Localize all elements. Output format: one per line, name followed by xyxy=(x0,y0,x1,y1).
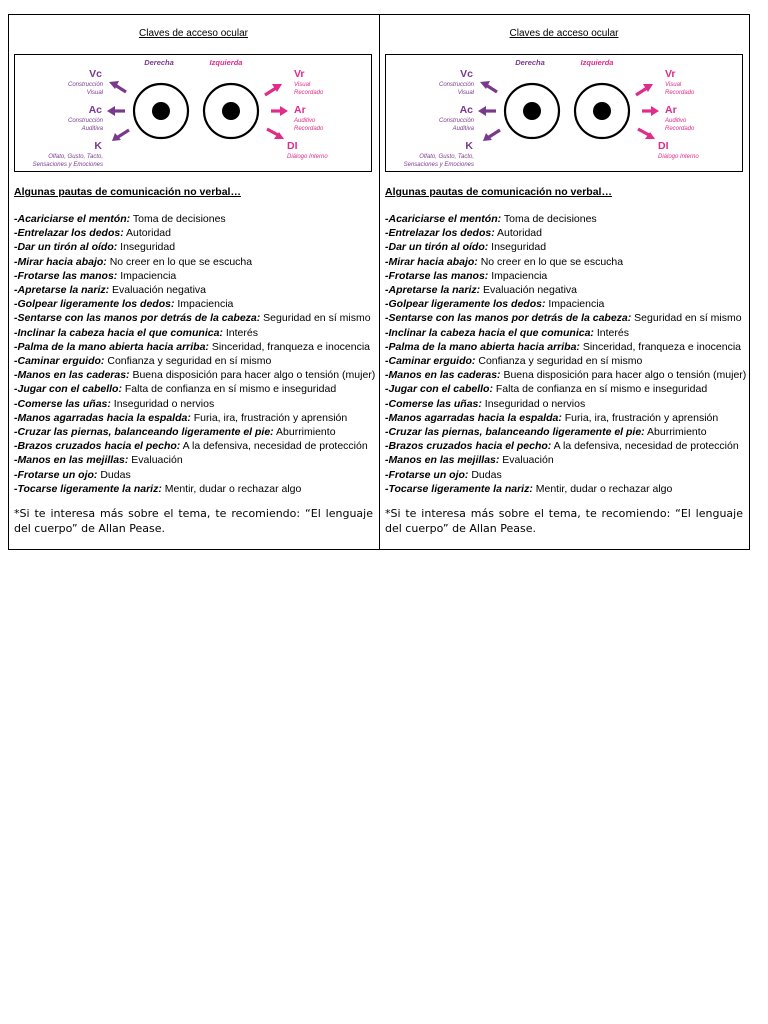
desc-ac-2: Auditiva xyxy=(81,126,103,132)
desc-vr-2: Recordado xyxy=(294,90,324,96)
cue-term: -Apretarse la nariz: xyxy=(385,284,481,297)
list-item xyxy=(14,283,373,297)
cue-term: -Tocarse ligeramente la nariz: xyxy=(14,482,162,495)
right-arrows xyxy=(636,84,659,139)
cue-term: -Frotarse un ojo: xyxy=(385,468,469,481)
right-labels xyxy=(287,68,328,160)
cue-term: -Cruzar las piernas, balanceando ligeramente el pie: xyxy=(385,426,645,439)
list-item xyxy=(385,468,743,482)
cue-meaning: Mentir, dudar o rechazar algo xyxy=(532,482,673,495)
cue-meaning: A la defensiva, necesidad de protección xyxy=(180,440,368,453)
list-item xyxy=(385,240,743,254)
list-item xyxy=(14,468,373,482)
cue-term: -Frotarse un ojo: xyxy=(14,468,98,481)
desc-ac-2: Auditiva xyxy=(452,126,474,132)
page xyxy=(8,14,750,550)
code-di: DI xyxy=(287,140,298,152)
cue-meaning: Toma de decisiones xyxy=(501,213,597,225)
cue-meaning: Buena disposición para hacer algo o tensión (mujer) xyxy=(129,369,376,382)
code-di: DI xyxy=(658,140,669,152)
desc-vr-2: Recordado xyxy=(665,90,695,96)
book-recommendation-note: *Si te interesa más sobre el tema, te recomiendo: “El lenguaje del cuerpo” de Allan Pease. xyxy=(385,507,743,536)
list-item xyxy=(385,311,743,325)
cue-term: -Mirar hacia abajo: xyxy=(385,255,478,268)
cue-meaning: Aburrimiento xyxy=(644,426,707,439)
cue-meaning: No creer en lo que se escucha xyxy=(477,255,624,268)
list-item xyxy=(14,425,373,439)
list-item xyxy=(385,212,743,226)
list-item xyxy=(385,425,743,439)
cue-meaning: Inseguridad o nervios xyxy=(110,397,215,410)
cue-meaning: Autoridad xyxy=(123,227,171,240)
list-item xyxy=(14,397,373,411)
cue-term: -Frotarse las manos: xyxy=(14,269,118,282)
list-item xyxy=(385,354,743,368)
list-item xyxy=(385,439,743,453)
cue-term: -Acariciarse el mentón: xyxy=(14,213,131,225)
list-item xyxy=(385,297,743,311)
list-item xyxy=(14,453,373,467)
list-item xyxy=(385,326,743,340)
code-vc: Vc xyxy=(89,68,102,80)
code-ac: Ac xyxy=(459,104,473,116)
list-item xyxy=(14,269,373,283)
desc-ac-1: Construcción xyxy=(438,118,474,124)
cue-term: -Brazos cruzados hacia el pecho: xyxy=(385,440,552,453)
list-item xyxy=(14,382,373,396)
cue-term: -Entrelazar los dedos: xyxy=(385,227,495,240)
left-arrows xyxy=(107,81,129,141)
list-item xyxy=(14,226,373,240)
list-item xyxy=(385,411,743,425)
cue-meaning: Buena disposición para hacer algo o tensión (mujer) xyxy=(500,369,747,382)
eye-access-diagram xyxy=(14,54,372,172)
cue-term: -Comerse las uñas: xyxy=(385,397,482,410)
direction-left-label: Izquierda xyxy=(209,58,243,67)
code-vr: Vr xyxy=(665,68,676,80)
cue-meaning: Evaluación negativa xyxy=(480,284,578,297)
cue-term: -Manos agarradas hacia la espalda: xyxy=(385,411,562,424)
cue-term: -Golpear ligeramente los dedos: xyxy=(14,298,175,311)
desc-k-2: Sensaciones y Emociones xyxy=(32,162,103,168)
list-item xyxy=(14,368,376,382)
eye-access-svg xyxy=(15,55,371,171)
cue-meaning: Seguridad en sí mismo xyxy=(260,312,371,325)
book-recommendation-note: *Si te interesa más sobre el tema, te recomiendo: “El lenguaje del cuerpo” de Allan Pease. xyxy=(14,507,373,536)
cue-meaning: A la defensiva, necesidad de protección xyxy=(551,440,739,453)
cue-term: -Jugar con el cabello: xyxy=(385,383,493,396)
code-ar: Ar xyxy=(294,104,306,116)
left-eye xyxy=(134,84,188,138)
section-heading: Algunas pautas de comunicación no verbal… xyxy=(14,186,241,198)
code-vc: Vc xyxy=(460,68,473,80)
right-arrows xyxy=(265,84,288,139)
cue-meaning: Evaluación negativa xyxy=(109,284,207,297)
cue-term: -Golpear ligeramente los dedos: xyxy=(385,298,546,311)
list-item xyxy=(385,368,747,382)
code-ar: Ar xyxy=(665,104,677,116)
cue-meaning: Inseguridad xyxy=(488,241,547,254)
left-eye xyxy=(505,84,559,138)
cue-meaning: Falta de confianza en sí mismo e inseguridad xyxy=(121,383,337,396)
cue-term: -Acariciarse el mentón: xyxy=(385,213,502,225)
desc-ar-1: Auditivo xyxy=(665,118,687,124)
cue-meaning: Inseguridad o nervios xyxy=(481,397,586,410)
cue-term: -Tocarse ligeramente la nariz: xyxy=(385,482,533,495)
list-item xyxy=(385,382,743,396)
cue-term: -Entrelazar los dedos: xyxy=(14,227,124,240)
cue-meaning: Sinceridad, franqueza e inocencia xyxy=(579,340,742,353)
cue-meaning: Furia, ira, frustración y aprensión xyxy=(190,411,348,424)
cue-meaning: Confianza y seguridad en sí mismo xyxy=(104,355,272,368)
desc-ac-1: Construcción xyxy=(67,118,103,124)
left-arrows xyxy=(478,81,500,141)
cue-term: -Mirar hacia abajo: xyxy=(14,255,107,268)
list-item xyxy=(385,453,743,467)
desc-k-1: Olfato, Gusto, Tacto, xyxy=(419,154,474,160)
cue-term: -Manos en las mejillas: xyxy=(385,454,500,467)
list-item xyxy=(385,482,743,496)
list-item xyxy=(14,326,373,340)
list-item xyxy=(385,226,743,240)
cue-meaning: Falta de confianza en sí mismo e inseguridad xyxy=(492,383,708,396)
section-heading: Algunas pautas de comunicación no verbal… xyxy=(385,186,612,198)
direction-right-label: Derecha xyxy=(515,58,545,67)
list-item xyxy=(14,255,373,269)
desc-vc-2: Visual xyxy=(86,90,103,96)
list-item xyxy=(385,283,743,297)
right-labels xyxy=(658,68,699,160)
list-item xyxy=(385,269,743,283)
cue-term: -Caminar erguido: xyxy=(385,355,476,368)
list-item xyxy=(14,297,373,311)
cue-meaning: Evaluación xyxy=(499,454,554,467)
desc-vr-1: Visual xyxy=(294,82,311,88)
desc-ar-1: Auditivo xyxy=(294,118,316,124)
cue-term: -Sentarse con las manos por detrás de la cabeza: xyxy=(14,312,261,325)
cue-term: -Frotarse las manos: xyxy=(385,269,489,282)
desc-vr-1: Visual xyxy=(665,82,682,88)
cue-meaning: Mentir, dudar o rechazar algo xyxy=(161,482,302,495)
nonverbal-cues-list xyxy=(385,212,747,496)
desc-k-2: Sensaciones y Emociones xyxy=(403,162,474,168)
right-eye xyxy=(575,84,629,138)
list-item xyxy=(14,354,373,368)
code-ac: Ac xyxy=(88,104,102,116)
cue-meaning: Dudas xyxy=(468,468,502,481)
cue-term: -Manos agarradas hacia la espalda: xyxy=(14,411,191,424)
cue-term: -Cruzar las piernas, balanceando ligeramente el pie: xyxy=(14,426,274,439)
direction-right-label: Derecha xyxy=(144,58,174,67)
left-labels xyxy=(404,68,475,168)
cue-term: -Jugar con el cabello: xyxy=(14,383,122,396)
desc-di-1: Diálogo Interno xyxy=(658,154,699,160)
desc-vc-2: Visual xyxy=(457,90,474,96)
cue-term: -Palma de la mano abierta hacia arriba: xyxy=(14,340,209,353)
desc-vc-1: Construcción xyxy=(438,82,474,88)
cue-meaning: Dudas xyxy=(97,468,131,481)
nonverbal-cues-list xyxy=(14,212,376,496)
list-item xyxy=(14,240,373,254)
cue-term: -Caminar erguido: xyxy=(14,355,105,368)
cue-meaning: Inseguridad xyxy=(117,241,176,254)
list-item xyxy=(385,397,743,411)
cue-meaning: Interés xyxy=(593,326,629,339)
list-item xyxy=(14,439,373,453)
cue-meaning: Toma de decisiones xyxy=(130,213,226,225)
eye-access-svg xyxy=(386,55,742,171)
eye-access-diagram xyxy=(385,54,743,172)
cue-meaning: Evaluación xyxy=(128,454,183,467)
cue-meaning: Autoridad xyxy=(494,227,542,240)
cue-term: -Palma de la mano abierta hacia arriba: xyxy=(385,340,580,353)
cue-meaning: No creer en lo que se escucha xyxy=(106,255,253,268)
card-right xyxy=(379,15,749,549)
cue-meaning: Impaciencia xyxy=(488,269,548,282)
cue-term: -Inclinar la cabeza hacia el que comunica: xyxy=(385,326,594,339)
cue-meaning: Impaciencia xyxy=(117,269,177,282)
list-item xyxy=(14,340,373,354)
cue-meaning: Seguridad en sí mismo xyxy=(631,312,742,325)
cue-term: -Manos en las caderas: xyxy=(14,369,130,382)
list-item xyxy=(14,411,373,425)
list-item xyxy=(14,212,373,226)
list-item xyxy=(385,340,743,354)
cue-term: -Brazos cruzados hacia el pecho: xyxy=(14,440,181,453)
cue-meaning: Impaciencia xyxy=(174,298,234,311)
code-vr: Vr xyxy=(294,68,305,80)
right-eye xyxy=(204,84,258,138)
cue-term: -Dar un tirón al oído: xyxy=(385,241,489,254)
list-item xyxy=(385,255,743,269)
list-item xyxy=(14,311,373,325)
cue-meaning: Sinceridad, franqueza e inocencia xyxy=(208,340,371,353)
desc-vc-1: Construcción xyxy=(67,82,103,88)
cue-term: -Comerse las uñas: xyxy=(14,397,111,410)
list-item xyxy=(14,482,373,496)
cue-meaning: Confianza y seguridad en sí mismo xyxy=(475,355,643,368)
direction-left-label: Izquierda xyxy=(580,58,614,67)
cue-meaning: Impaciencia xyxy=(545,298,605,311)
desc-k-1: Olfato, Gusto, Tacto, xyxy=(48,154,103,160)
cue-term: -Apretarse la nariz: xyxy=(14,284,110,297)
cue-term: -Inclinar la cabeza hacia el que comunica: xyxy=(14,326,223,339)
code-k: K xyxy=(465,140,473,152)
left-labels xyxy=(33,68,104,168)
cue-meaning: Interés xyxy=(222,326,258,339)
cue-meaning: Aburrimiento xyxy=(273,426,336,439)
cue-meaning: Furia, ira, frustración y aprensión xyxy=(561,411,719,424)
desc-di-1: Diálogo Interno xyxy=(287,154,328,160)
code-k: K xyxy=(94,140,102,152)
cue-term: -Sentarse con las manos por detrás de la cabeza: xyxy=(385,312,632,325)
card-left xyxy=(9,15,379,549)
cue-term: -Dar un tirón al oído: xyxy=(14,241,118,254)
card-title: Claves de acceso ocular xyxy=(509,28,619,39)
card-title: Claves de acceso ocular xyxy=(139,28,248,39)
cue-term: -Manos en las caderas: xyxy=(385,369,501,382)
desc-ar-2: Recordado xyxy=(665,126,695,132)
cue-term: -Manos en las mejillas: xyxy=(14,454,129,467)
desc-ar-2: Recordado xyxy=(294,126,324,132)
